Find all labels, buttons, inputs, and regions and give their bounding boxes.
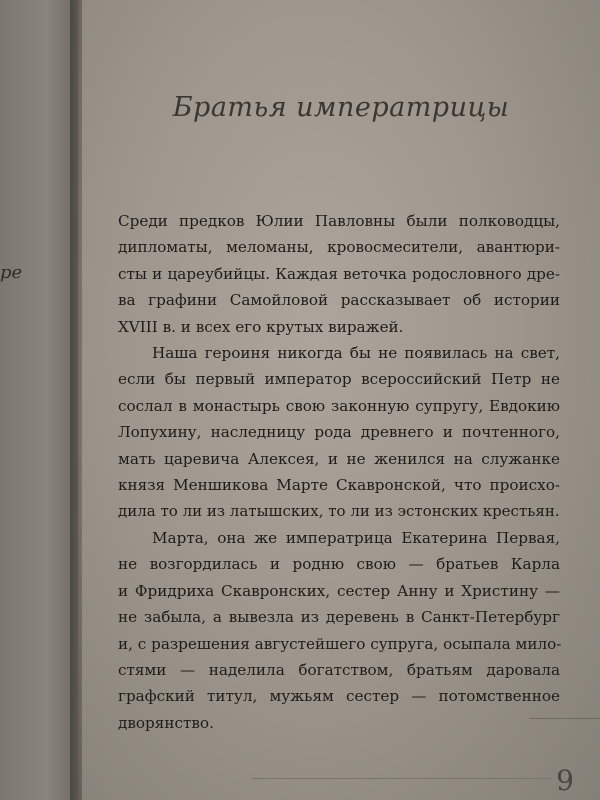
chapter-title: Братья императрицы: [172, 92, 510, 123]
text-line: дила то ли из латышских, то ли из эстонских крестьян.: [118, 502, 560, 521]
chapter-body: [118, 208, 560, 736]
text-line: Наша героиня никогда бы не появилась на свет,: [152, 344, 560, 363]
text-line: стями — наделила богатством, братьям даровала: [118, 660, 560, 679]
decorative-rule: [530, 718, 600, 719]
text-line: Среди предков Юлии Павловны были полководцы,: [118, 212, 560, 230]
text-line: Марта, она же императрица Екатерина Первая,: [152, 528, 560, 547]
decorative-rule: [252, 778, 552, 779]
text-line: ва графини Самойловой рассказывает об истории: [118, 291, 560, 310]
text-line: князя Меншикова Марте Скавронской, что происхо-: [118, 476, 560, 495]
page-number: 9: [556, 764, 574, 797]
text-line: XVIII в. и всех его крутых виражей.: [118, 317, 404, 336]
book-page: [82, 0, 600, 800]
text-line: и, с разрешения августейшего супруга, осыпала мило-: [118, 634, 562, 653]
text-line: сты и цареубийцы. Каждая веточка родословного дре-: [118, 264, 560, 283]
text-line: дипломаты, меломаны, кровосмесители, авантюри-: [118, 238, 560, 257]
text-line: не возгордилась и родню свою — братьев Карла: [118, 555, 560, 574]
text-line: графский титул, мужьям сестер — потомственное: [118, 687, 560, 706]
text-line: сослал в монастырь свою законную супругу, Евдокию: [118, 396, 560, 415]
text-line: мать царевича Алексея, и не женился на служанке: [118, 449, 560, 468]
text-line: не забыла, а вывезла из деревень в Санкт-Петербург: [118, 608, 560, 627]
previous-page: [0, 0, 78, 800]
text-line: дворянство.: [118, 713, 214, 732]
previous-page-text-fragment: ре: [0, 262, 23, 283]
text-line: если бы первый император всероссийский Петр не: [118, 370, 560, 389]
text-line: и Фридриха Скавронских, сестер Анну и Христину —: [118, 581, 560, 600]
text-line: Лопухину, наследницу рода древнего и почтенного,: [118, 423, 560, 442]
